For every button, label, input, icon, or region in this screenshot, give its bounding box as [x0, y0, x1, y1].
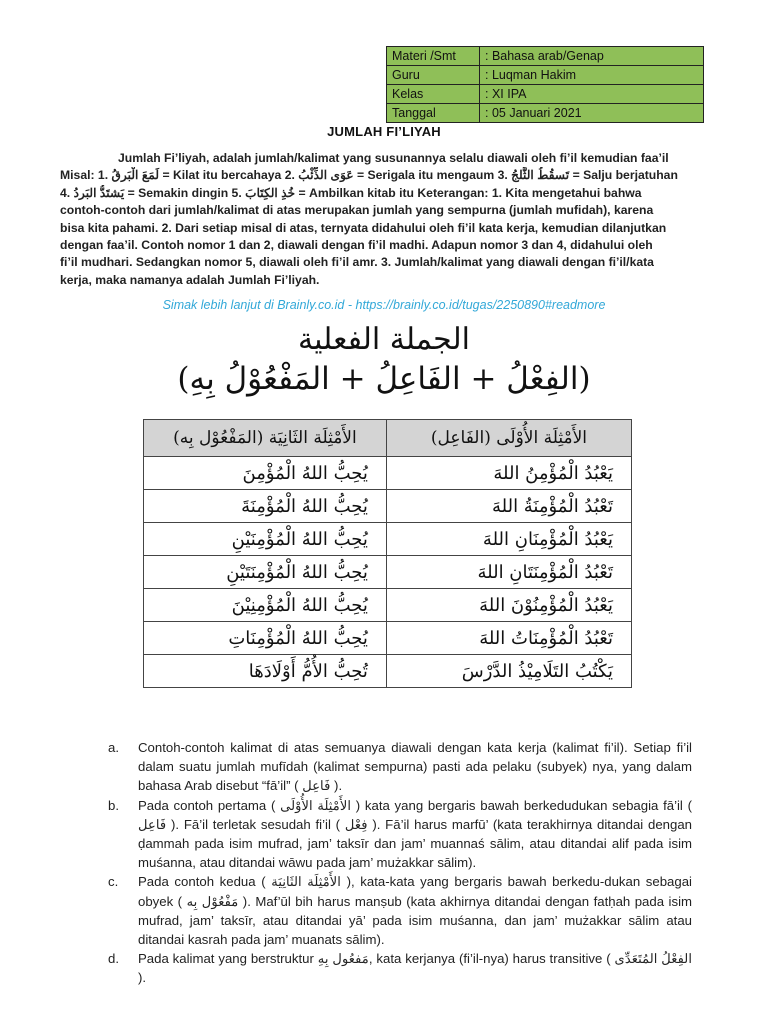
example-fail: تَعْبُدُ الْمُؤْمِنَاتُ اللهَ [386, 622, 631, 655]
table-row [144, 457, 632, 490]
example-maful: يُحِبُّ اللهُ الْمُؤْمِنَاتِ [144, 622, 387, 655]
list-text: Pada contoh kedua ( الأَمْثِلَة الثَانِيَة ), kata-kata yang bergaris bawah berkedu-dukan sebagai obyek ( مَفْعُوْل بِه ). Maf’ūl bih harus manṣub (kata akhirnya ditandai dengan fatḥah pada isim mufrad, jam’ taksīr, atau ditandai yā’ pada isim muśanna, dan jam’ mużakkar sālim atau ditandai kasrah pada jam’ muanats sālim). [138, 874, 692, 948]
paragraph-line: kerja, maka namanya adalah Jumlah Fi’liyah. [60, 272, 320, 287]
info-row-tanggal [387, 104, 704, 123]
list-text: Pada contoh pertama ( الأَمْثِلَة الأُوْلَى ) kata yang bergaris bawah berkedudukan sebagia fā’il ( فَاعِل ). Fā’il terletak sesudah fi’il ( فِعْل ). Fā’il harus marfū’ (kata terakhirnya ditandai dengan ḍammah pada isim mufrad, jam’ taksīr dan jam’ muannaś sālim, atau ditandai alif pada isim muśanna, atau ditandai wāwu pada jam’ mużakkar sālim). [138, 797, 693, 871]
example-maful: يُحِبُّ اللهُ الْمُؤْمِنَ [144, 457, 387, 490]
paragraph-line: 4. يَشتَدُّ البَردُ = Semakin dingin 5. خُذِ الكِتَابَ = Ambilkan kitab itu Keterangan: 1. Kita mengetahui bahwa [60, 185, 642, 200]
info-key: Kelas [387, 85, 480, 104]
table-row [144, 490, 632, 523]
paragraph-line: Misal: 1. لَمَعَ الْبَرقُ = Kilat itu bercahaya 2. عَوَى الذِّئْبُ = Serigala itu mengaum 3. تَسقُطُ الثَّلجُ = Salju berjatuhan [60, 168, 678, 183]
table-row [144, 622, 632, 655]
example-fail: يَكْتُبُ التَلَامِيْذُ الدَّرْسَ [386, 655, 631, 688]
info-key: Tanggal [387, 104, 480, 123]
example-fail: يَعْبُدُ الْمُؤْمِنُوْنَ اللهَ [386, 589, 631, 622]
example-fail: يَعْبُدُ الْمُؤْمِنَانِ اللهَ [386, 523, 631, 556]
table-row [144, 556, 632, 589]
list-item [108, 872, 692, 949]
example-fail: تَعْبُدُ الْمُؤْمِنَتَانِ اللهَ [386, 556, 631, 589]
info-row-kelas [387, 85, 704, 104]
example-fail: يَعْبُدُ الْمُؤْمِنُ اللهَ [386, 457, 631, 490]
list-letter: b. [108, 797, 119, 813]
examples-header-row [144, 420, 632, 457]
paragraph-line: bisa kita pahami. 2. Dari setiap misal di atas, ternyata didahului oleh fi’il kata kerja, kemudian dilanjutkan [60, 220, 667, 235]
info-key: Guru [387, 66, 480, 85]
list-letter: d. [108, 951, 119, 967]
arabic-subheading: (الفِعْلُ + الفَاعِلُ + المَفْعُوْلُ بِهِ) [177, 361, 591, 397]
info-row-materi [387, 47, 704, 66]
info-value: : 05 Januari 2021 [480, 104, 704, 123]
list-text: Contoh-contoh kalimat di atas semuanya diawali dengan kata kerja (kalimat fi’il). Setiap fi’il dalam suatu jumlah mufīdah (kalimat sempurna) pasti ada pelaku (subyek) nya, yang dalam bahasa Arab disebut “fā’il” ( فَاعِل ). [138, 740, 692, 794]
info-row-guru [387, 66, 704, 85]
table-row [144, 523, 632, 556]
paragraph-line: fi’il mudhari. Sedangkan nomor 5, diawali oleh fi’il amr. 3. Jumlah/kalimat yang diawali dengan fi’il/kata [60, 255, 654, 270]
paragraph-line: contoh-contoh dari jumlah/kalimat di atas merupakan jumlah yang sempurna (jumlah mufidah), karena [60, 203, 654, 218]
list-item [108, 796, 692, 873]
brainly-link[interactable]: Simak lebih lanjut di Brainly.co.id - https://brainly.co.id/tugas/2250890#readmore [162, 298, 606, 312]
info-value: : XI IPA [480, 85, 704, 104]
list-text: Pada kalimat yang berstruktur مَفعُول بِهِ, kata kerjanya (fi’il-nya) harus transitive ( الفِعْلُ المُتَعَدِّى ). [138, 951, 692, 986]
arabic-heading: الجملة الفعلية [298, 322, 470, 357]
list-item [108, 738, 692, 796]
info-key: Materi /Smt [387, 47, 480, 66]
info-table [386, 46, 704, 123]
page-title: JUMLAH FI’LIYAH [327, 124, 441, 139]
header-first-examples: الأَمْثِلَة الأُوْلَى (الفَاعِل) [386, 420, 631, 457]
example-maful: يُحِبُّ اللهُ الْمُؤْمِنَةَ [144, 490, 387, 523]
table-row [144, 655, 632, 688]
paragraph-line: Jumlah Fi’liyah, adalah jumlah/kalimat yang susunannya selalu diawali oleh fi’il kemudian faa’il [118, 151, 669, 165]
header-second-examples: الأَمْثِلَة الثَانِيَة (المَفْعُوْل بِه) [144, 420, 387, 457]
example-maful: يُحِبُّ اللهُ الْمُؤْمِنَتَيْنِ [144, 556, 387, 589]
intro-paragraph [60, 150, 710, 289]
info-value: : Bahasa arab/Genap [480, 47, 704, 66]
list-letter: a. [108, 740, 119, 755]
list-item [108, 949, 692, 987]
example-maful: تُحِبُّ الأُمُّ أَوْلَادَهَا [144, 655, 387, 688]
explanation-list [108, 738, 692, 988]
example-maful: يُحِبُّ اللهُ الْمُؤْمِنَيْنِ [144, 523, 387, 556]
info-value: : Luqman Hakim [480, 66, 704, 85]
example-fail: تَعْبُدُ الْمُؤْمِنَةُ اللهَ [386, 490, 631, 523]
example-maful: يُحِبُّ اللهُ الْمُؤْمِنِيْنَ [144, 589, 387, 622]
paragraph-line: dengan faa’il. Contoh nomor 1 dan 2, diawali dengan fi’il madhi. Adapun nomor 3 dan 4, didahului oleh [60, 238, 653, 253]
table-row [144, 589, 632, 622]
list-letter: c. [108, 874, 119, 890]
examples-table [143, 419, 632, 688]
